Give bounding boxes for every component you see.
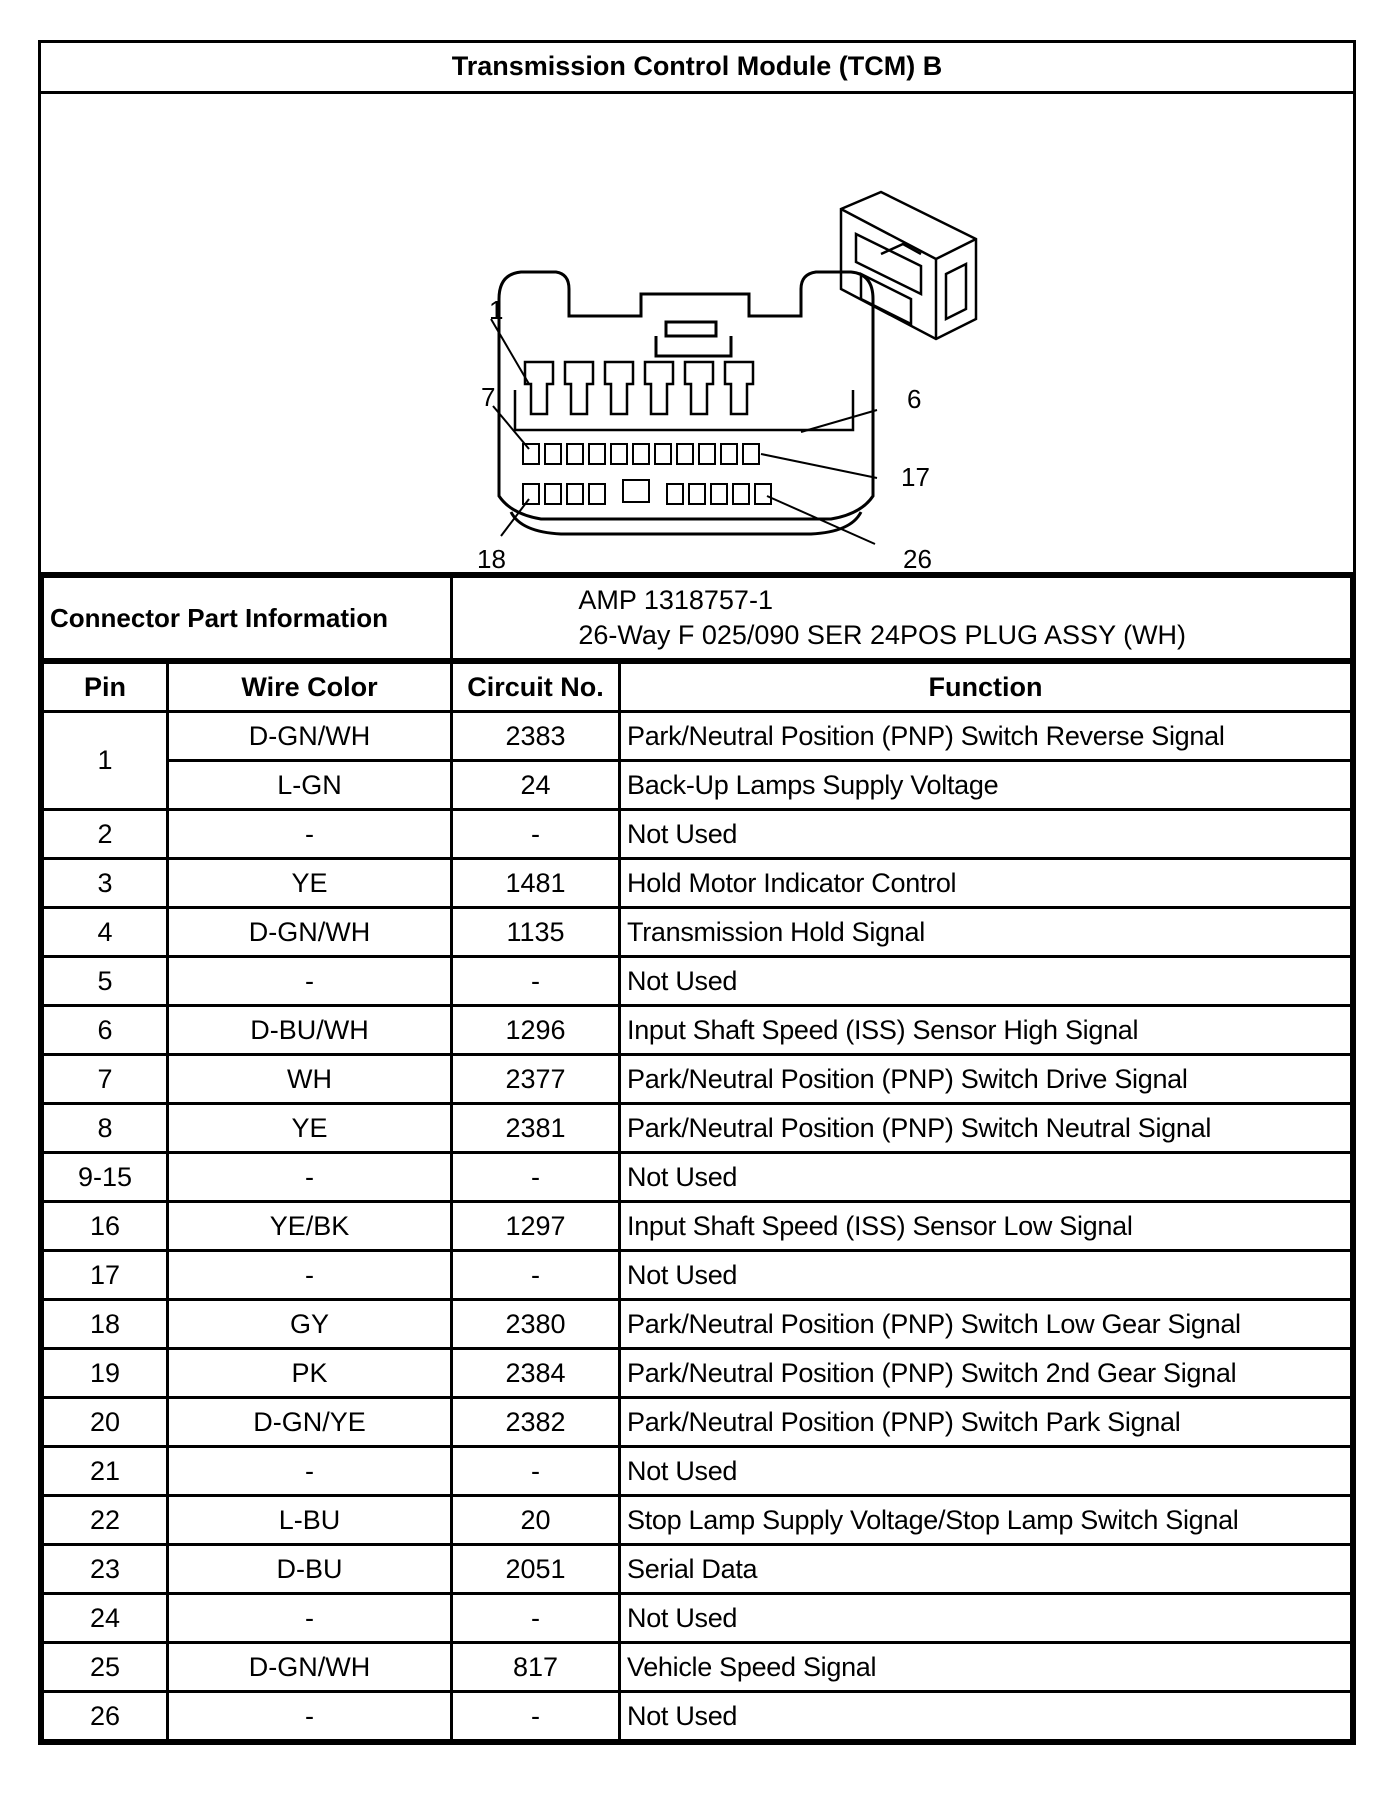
table-row (43, 859, 1352, 908)
table-row (43, 1300, 1352, 1349)
function-cell: Not Used (620, 1594, 1352, 1643)
pin-label-6: 6 (907, 384, 922, 414)
function-cell: Input Shaft Speed (ISS) Sensor Low Signal (620, 1202, 1352, 1251)
pin-cell: 24 (43, 1594, 168, 1643)
table-row (43, 1643, 1352, 1692)
function-cell: Not Used (620, 957, 1352, 1006)
connector-table-frame (38, 40, 1356, 1745)
connector-part-value (452, 577, 1352, 660)
wire-color-cell: D-GN/YE (168, 1398, 452, 1447)
table-row (43, 712, 1352, 761)
pin-label-7: 7 (481, 382, 496, 412)
circuit-cell: 817 (452, 1643, 620, 1692)
function-cell: Park/Neutral Position (PNP) Switch 2nd Gear Signal (620, 1349, 1352, 1398)
circuit-cell: 2384 (452, 1349, 620, 1398)
pin-label-1: 1 (489, 295, 504, 325)
wire-color-cell: WH (168, 1055, 452, 1104)
circuit-cell: - (452, 1692, 620, 1741)
function-cell: Input Shaft Speed (ISS) Sensor High Signal (620, 1006, 1352, 1055)
wire-color-cell: D-GN/WH (168, 1643, 452, 1692)
circuit-cell: - (452, 957, 620, 1006)
table-row (43, 1153, 1352, 1202)
pin-cell: 18 (43, 1300, 168, 1349)
circuit-cell: 1135 (452, 908, 620, 957)
table-row (43, 1055, 1352, 1104)
table-row (43, 1594, 1352, 1643)
circuit-cell: 1296 (452, 1006, 620, 1055)
circuit-cell: 2382 (452, 1398, 620, 1447)
pin-label-17: 17 (901, 462, 930, 492)
table-row (43, 957, 1352, 1006)
pin-cell: 2 (43, 810, 168, 859)
wire-color-cell: - (168, 1153, 452, 1202)
header-circuit-no: Circuit No. (452, 663, 620, 712)
wire-color-cell: GY (168, 1300, 452, 1349)
wire-color-cell: PK (168, 1349, 452, 1398)
function-cell: Not Used (620, 1692, 1352, 1741)
wire-color-cell: - (168, 1447, 452, 1496)
function-cell: Transmission Hold Signal (620, 908, 1352, 957)
pinout-header-row (43, 663, 1352, 712)
header-pin: Pin (43, 663, 168, 712)
circuit-cell: 1297 (452, 1202, 620, 1251)
table-row (43, 1496, 1352, 1545)
pin-cell: 23 (43, 1545, 168, 1594)
pin-cell: 26 (43, 1692, 168, 1741)
circuit-cell: - (452, 1447, 620, 1496)
wire-color-cell: D-GN/WH (168, 908, 452, 957)
header-function: Function (620, 663, 1352, 712)
circuit-cell: - (452, 1153, 620, 1202)
function-cell: Serial Data (620, 1545, 1352, 1594)
function-cell: Stop Lamp Supply Voltage/Stop Lamp Switch Signal (620, 1496, 1352, 1545)
function-cell: Park/Neutral Position (PNP) Switch Drive Signal (620, 1055, 1352, 1104)
function-cell: Not Used (620, 1447, 1352, 1496)
table-row (43, 1447, 1352, 1496)
pin-cell: 21 (43, 1447, 168, 1496)
wire-color-cell: YE/BK (168, 1202, 452, 1251)
table-row (43, 810, 1352, 859)
function-cell: Vehicle Speed Signal (620, 1643, 1352, 1692)
wire-color-cell: D-GN/WH (168, 712, 452, 761)
circuit-cell: - (452, 810, 620, 859)
pin-cell: 20 (43, 1398, 168, 1447)
function-cell: Not Used (620, 1153, 1352, 1202)
function-cell: Park/Neutral Position (PNP) Switch Neutral Signal (620, 1104, 1352, 1153)
circuit-cell: 1481 (452, 859, 620, 908)
table-row (43, 1349, 1352, 1398)
pinout-table (41, 661, 1353, 1742)
function-cell: Hold Motor Indicator Control (620, 859, 1352, 908)
pin-cell: 4 (43, 908, 168, 957)
pin-cell: 8 (43, 1104, 168, 1153)
circuit-cell: 2381 (452, 1104, 620, 1153)
wire-color-cell: - (168, 810, 452, 859)
table-row (43, 1251, 1352, 1300)
pin-cell: 1 (43, 712, 168, 810)
connector-part-description: 26-Way F 025/090 SER 24POS PLUG ASSY (WH) (578, 620, 1187, 650)
wire-color-cell: - (168, 1594, 452, 1643)
pin-cell: 17 (43, 1251, 168, 1300)
function-cell: Not Used (620, 810, 1352, 859)
wire-color-cell: - (168, 1251, 452, 1300)
circuit-cell: 2383 (452, 712, 620, 761)
table-row (43, 761, 1352, 810)
pin-cell: 16 (43, 1202, 168, 1251)
function-cell: Not Used (620, 1251, 1352, 1300)
pin-label-26: 26 (903, 544, 932, 572)
pin-cell: 6 (43, 1006, 168, 1055)
table-row (43, 1202, 1352, 1251)
pin-cell: 7 (43, 1055, 168, 1104)
page-title: Transmission Control Module (TCM) B (41, 43, 1353, 94)
wire-color-cell: L-BU (168, 1496, 452, 1545)
pin-cell: 9-15 (43, 1153, 168, 1202)
function-cell: Back-Up Lamps Supply Voltage (620, 761, 1352, 810)
connector-part-label: Connector Part Information (43, 577, 452, 660)
circuit-cell: 24 (452, 761, 620, 810)
wire-color-cell: D-BU (168, 1545, 452, 1594)
wire-color-cell: YE (168, 859, 452, 908)
circuit-cell: 20 (452, 1496, 620, 1545)
pinout-rows (43, 712, 1352, 1741)
function-cell: Park/Neutral Position (PNP) Switch Low Gear Signal (620, 1300, 1352, 1349)
pin-label-18: 18 (477, 544, 506, 572)
wire-color-cell: - (168, 1692, 452, 1741)
circuit-cell: 2380 (452, 1300, 620, 1349)
connector-part-row (43, 577, 1352, 660)
wire-color-cell: YE (168, 1104, 452, 1153)
pin-cell: 22 (43, 1496, 168, 1545)
wire-color-cell: - (168, 957, 452, 1006)
table-row (43, 1006, 1352, 1055)
wire-color-cell: D-BU/WH (168, 1006, 452, 1055)
table-row (43, 1545, 1352, 1594)
circuit-cell: - (452, 1251, 620, 1300)
table-row (43, 1104, 1352, 1153)
table-row (43, 1398, 1352, 1447)
function-cell: Park/Neutral Position (PNP) Switch Park Signal (620, 1398, 1352, 1447)
connector-part-number: AMP 1318757-1 (578, 585, 773, 615)
circuit-cell: 2377 (452, 1055, 620, 1104)
wire-color-cell: L-GN (168, 761, 452, 810)
pin-cell: 19 (43, 1349, 168, 1398)
pin-cell: 5 (43, 957, 168, 1006)
connector-part-table (41, 575, 1353, 661)
pin-cell: 25 (43, 1643, 168, 1692)
function-cell: Park/Neutral Position (PNP) Switch Reverse Signal (620, 712, 1352, 761)
circuit-cell: 2051 (452, 1545, 620, 1594)
table-row (43, 1692, 1352, 1741)
connector-face-drawing (41, 94, 1353, 572)
connector-diagram (41, 94, 1353, 575)
pin-cell: 3 (43, 859, 168, 908)
header-wire-color: Wire Color (168, 663, 452, 712)
table-row (43, 908, 1352, 957)
circuit-cell: - (452, 1594, 620, 1643)
